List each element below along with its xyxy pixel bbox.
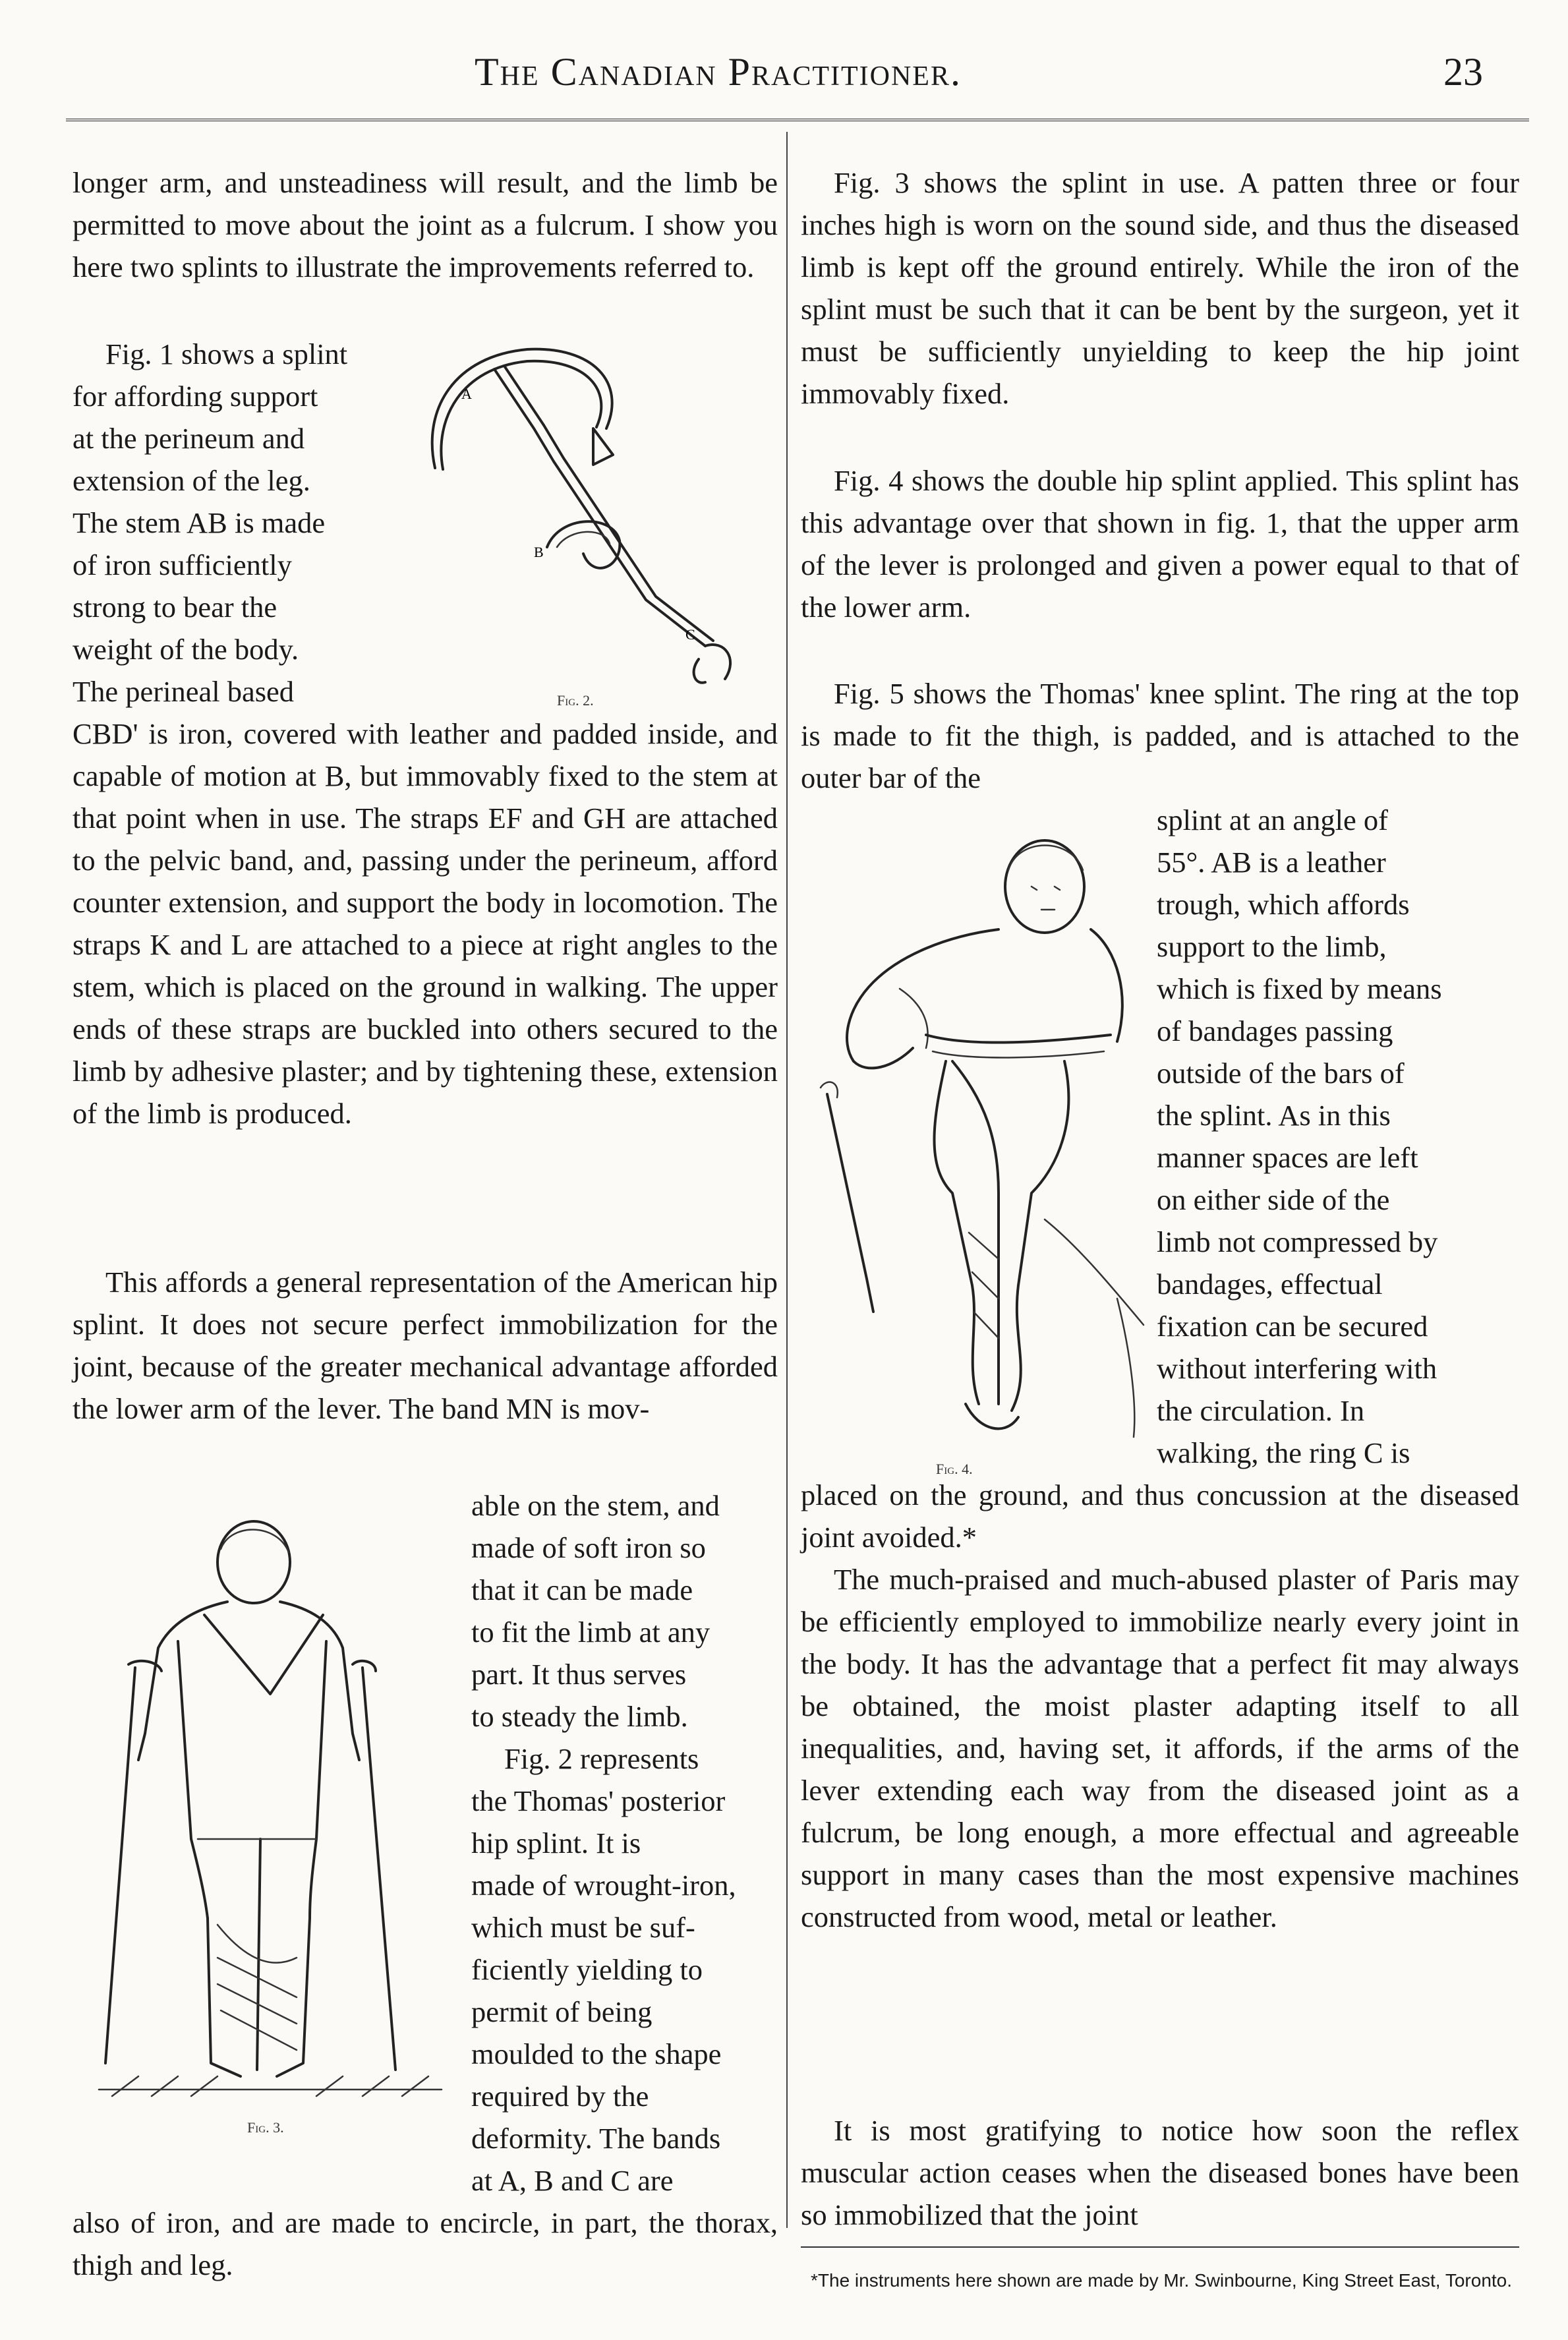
wrap-line: The perineal based <box>73 675 295 708</box>
wrap-line: manner spaces are left <box>1157 1141 1418 1174</box>
wrap-line: made of wrought-iron, <box>471 1869 736 1902</box>
wrap-line: limb not compressed by <box>1157 1225 1438 1258</box>
right-paragraph-3-end: placed on the ground, and thus concussion at the diseased joint avoided.* <box>801 1478 1519 1554</box>
wrap-line: at the perineum and <box>73 422 305 455</box>
page-header <box>0 36 1568 109</box>
fig2-splint-illustration <box>395 330 765 686</box>
wrap-line: The stem AB is made <box>73 506 326 539</box>
right-paragraph-5: It is most gratifying to notice how soon the reflex muscular action ceases when the diseased bones have been so immobilized that the joint <box>801 2114 1519 2231</box>
fig1-wrap-text <box>73 333 395 713</box>
column-divider <box>786 132 788 2228</box>
wrap-line: outside of the bars of <box>1157 1057 1405 1090</box>
wrap-line: of iron sufficiently <box>73 548 292 581</box>
left-paragraph-3: This affords a general representation of the American hip splint. It does not secure perfect immobilization for the joint, because of the greater mechanical advantage afforded the lower arm of the lever. The band MN is mov- <box>73 1266 778 1425</box>
wrap-line: without interfering with <box>1157 1352 1437 1385</box>
wrap-line: bandages, effectual <box>1157 1268 1383 1301</box>
wrap-line: that it can be made <box>471 1573 693 1606</box>
wrap-line: extension of the leg. <box>73 464 310 497</box>
wrap-line: strong to bear the <box>73 591 277 624</box>
fig2-label-c: C <box>685 626 695 643</box>
fig2-caption: Fig. 2. <box>557 692 594 709</box>
wrap-line: on either side of the <box>1157 1183 1390 1216</box>
wrap-line: which must be suf- <box>471 1911 695 1944</box>
wrap-line: required by the <box>471 2080 649 2113</box>
wrap-line: weight of the body. <box>73 633 299 666</box>
wrap-line: Fig. 2 represents <box>504 1742 699 1775</box>
wrap-line: to steady the limb. <box>471 1700 688 1733</box>
left-paragraph-1: longer arm, and unsteadiness will result, and the limb be permitted to move about the joint as a fulcrum. I show you here two splints to illustrate the improvements referred to. <box>73 166 778 283</box>
wrap-line: moulded to the shape <box>471 2037 722 2070</box>
header-rule <box>66 119 1529 121</box>
wrap-line: to fit the limb at any <box>471 1616 711 1649</box>
wrap-line: 55°. AB is a leather <box>1157 846 1386 879</box>
wrap-line: support to the limb, <box>1157 930 1387 963</box>
wrap-line: walking, the ring C is <box>1157 1436 1410 1469</box>
left-paragraph-4-end: also of iron, and are made to encircle, in part, the thorax, thigh and leg. <box>73 2206 778 2281</box>
fig4-caption: Fig. 4. <box>936 1461 973 1477</box>
wrap-line: at A, B and C are <box>471 2164 674 2197</box>
wrap-line: fixation can be secured <box>1157 1310 1428 1343</box>
fig4-patient-illustration <box>801 824 1150 1444</box>
wrap-line: deformity. The bands <box>471 2122 721 2155</box>
wrap-line: for affording support <box>73 380 318 413</box>
fig2-label-b: B <box>534 544 544 560</box>
footnote-rule <box>801 2246 1519 2248</box>
wrap-line: the circulation. In <box>1157 1394 1365 1427</box>
right-paragraph-2: Fig. 4 shows the double hip splint applied. This splint has this advantage over that shown in fig. 1, that the upper arm of the lever is prolonged and given a power equal to that of the lower arm. <box>801 464 1519 624</box>
fig2-label-a: A <box>461 386 472 402</box>
wrap-line: made of soft iron so <box>471 1531 706 1564</box>
wrap-line: Fig. 1 shows a splint <box>105 337 348 370</box>
wrap-line: the splint. As in this <box>1157 1099 1391 1132</box>
fig3-wrap-text <box>471 1484 778 2202</box>
journal-title: The Canadian Practitioner. <box>475 50 962 94</box>
wrap-line: ficiently yielding to <box>471 1953 703 1986</box>
wrap-line: which is fixed by means <box>1157 972 1442 1005</box>
fig4-wrap-text <box>1157 799 1519 1474</box>
wrap-line: able on the stem, and <box>471 1489 720 1522</box>
wrap-line: of bandages passing <box>1157 1014 1393 1047</box>
left-paragraph-2: CBD' is iron, covered with leather and padded inside, and capable of motion at B, but immovably fixed to the stem at that point when in use. The straps EF and GH are attached to the pelvic band, and, passing under the perineum, afford counter extension, and support the body in locomotion. The straps K and L are attached to a piece at right angles to the stem, which is placed on the ground in walking. The upper ends of these straps are buckled into others secured to the limb by adhesive plaster; and by tightening these, extension of the limb is produced. <box>73 717 778 1130</box>
wrap-line: trough, which affords <box>1157 888 1410 921</box>
page-number: 23 <box>1443 50 1483 94</box>
wrap-line: splint at an angle of <box>1157 804 1388 836</box>
wrap-line: permit of being <box>471 1995 653 2028</box>
fig3-caption: Fig. 3. <box>247 2119 284 2136</box>
right-paragraph-3-start: Fig. 5 shows the Thomas' knee splint. The ring at the top is made to fit the thigh, is padded, and is attached to the outer bar of the <box>801 677 1519 794</box>
wrap-line: hip splint. It is <box>471 1827 641 1859</box>
wrap-line: the Thomas' posterior <box>471 1784 726 1817</box>
wrap-line: part. It thus serves <box>471 1658 687 1691</box>
fig3-patient-illustration <box>99 1496 448 2103</box>
footnote: *The instruments here shown are made by Mr. Swinbourne, King Street East, Toronto. <box>811 2270 1513 2291</box>
right-paragraph-4: The much-praised and much-abused plaster of Paris may be efficiently employed to immobilize nearly every joint in the body. It has the advantage that a perfect fit may always be obtained, the moist plaster adapting itself to all inequalities, and, having set, it affords, if the arms of the lever extending each way from the diseased joint as a fulcrum, be long enough, a more effectual and agreeable support in many cases than the most expensive machines constructed from wood, metal or leather. <box>801 1563 1519 1933</box>
right-paragraph-1: Fig. 3 shows the splint in use. A patten three or four inches high is worn on the sound side, and thus the diseased limb is kept off the ground entirely. While the iron of the splint must be such that it can be bent by the surgeon, yet it must be sufficiently unyielding to keep the hip joint immovably fixed. <box>801 166 1519 410</box>
